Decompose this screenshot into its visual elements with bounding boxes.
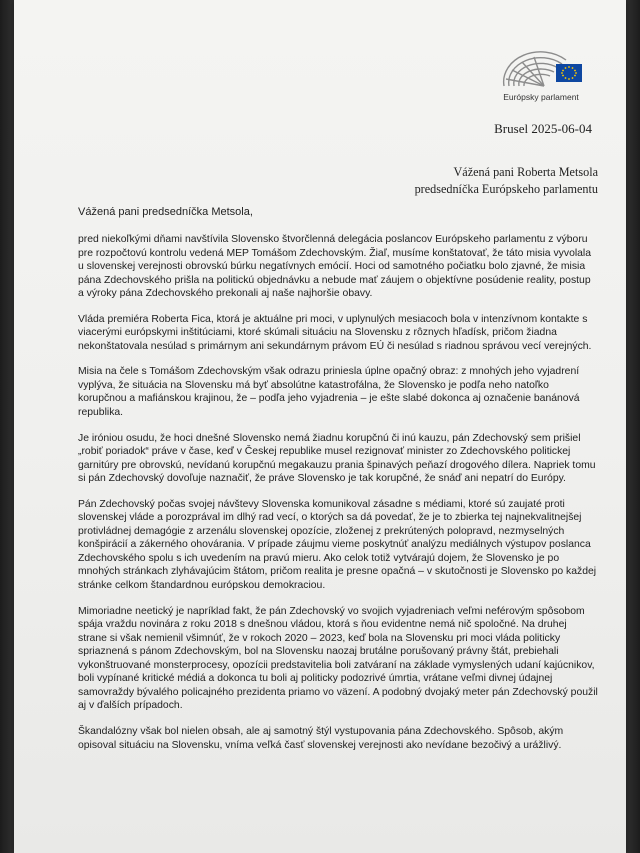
paragraph-2: Vláda premiéra Roberta Fica, ktorá je aktuálne pri moci, v uplynulých mesiacoch bola v intenzívnom kontakte s viacerými európskymi inštitúciami, ktoré skúmali situáciu na Slovensku z rôznych hľadísk, pričom žiadna nekonštatovala nesúlad s primárnym ani sekundárnym právom EÚ či nesúlad s riadnou správou vecí verejných. (78, 313, 592, 352)
recipient-title: predsedníčka Európskeho parlamentu (414, 182, 598, 196)
paragraph-3: Misia na čele s Tomášom Zdechovským však odrazu priniesla úplne opačný obraz: z mnohých jeho vyjadrení vyplýva, že situácia na Slovensku má byť absolútne katastrofálna, že Slovensko je podľa neho natoľko korupčnou a mafiánskou krajinou, že – podľa jeho vyjadrenia – je ešte slabé dokonca aj označenie banánová republika. (78, 366, 580, 419)
paragraph-7: Škandalózny však bol nielen obsah, ale aj samotný štýl vystupovania pána Zdechovského. Spôsob, akým opisoval situáciu na Slovensku, vníma veľká časť slovenskej verejnosti ako nevídane bezočivý a urážlivý. (78, 725, 564, 751)
european-parliament-logo (486, 46, 596, 106)
paragraph-6: Mimoriadne neetický je napríklad fakt, že pán Zdechovský vo svojich vyjadreniach veľmi neférovým spôsobom spája vraždu novinára z roku 2018 s dnešnou vládou, ktorá s ňou evidentne nemá nič spoločné. Na druhej strane si však nemienil všimnúť, že v rokoch 2020 – 2023, keď bola na Slovensku pri moci vláda politicky spriaznená s pánom Zdechovským, bol na Slovensku naozaj brutálne porušovaný právny štát, prebiehali vykonštruované monsterprocesy, opozícii predstavitelia boli zatváraní na základe vymyslených udaní kajúcnikov, boli vypínané kritické médiá a dokonca tu boli aj politicky podozrivé úmrtia, vrátane veľmi divnej údajnej samovraždy bývalého policajného prezidenta priamo vo väzení. A podobný dvojaký meter pán Zdechovský použil aj v ďalších prípadoch. (78, 605, 598, 712)
salutation: Vážená pani predsedníčka Metsola, (78, 206, 253, 218)
recipient-block (415, 164, 598, 198)
paragraph-5: Pán Zdechovský počas svojej návštevy Slovenska komunikoval zásadne s médiami, ktoré sú zaujaté proti slovenskej vláde a porozprával im dlhý rad vecí, o ktorých sa dá povedať, že je to zbierka tej najnekvalitnejšej protivládnej demagógie z arzenálu slovenskej opozície, zloženej z prekrútených polopravd, nezmyselných konšpirácií a zákerného ohovárania. V prípade záujmu vieme poskytnúť analýzu mediálnych výstupov poslanca Zdechovského spolu s ich uvedením na pravú mieru. Ako celok totiž vytvárajú dojem, že Slovensko je po mnohých stránkach zlyhávajúcim štátom, pričom realita je presne opačná – v skutočnosti je Slovensko po každej stránke celkom štandardnou európskou demokraciou. (78, 498, 597, 592)
letter-page (14, 0, 626, 853)
letter-body (78, 233, 598, 764)
letter-date: Brusel 2025-06-04 (494, 121, 592, 136)
recipient-name: Vážená pani Roberta Metsola (453, 165, 598, 179)
paragraph-4: Je iróniou osudu, že hoci dnešné Slovensko nemá žiadnu korupčnú či inú kauzu, pán Zdechovský sem prišiel „robiť poriadok“ práve v čase, keď v Českej republike musel rezignovať minister zo Zdechovského politickej garnitúry pre obrovskú, nevídanú korupčnú megakauzu prania špinavých peňazí drogového dílera. Napriek tomu si pán Zdechovský dovoľuje naznačiť, že práve Slovensko je tak korupčné, že snáď ani nepatrí do Európy. (78, 432, 596, 485)
logo-caption: Európsky parlament (503, 92, 579, 102)
parliament-emblem-icon (500, 46, 582, 90)
paragraph-1: pred niekoľkými dňami navštívila Slovensko štvorčlenná delegácia poslancov Európskeho parlamentu z výboru pre rozpočtovú kontrolu vedená MEP Tomášom Zdechovským. Žiaľ, musíme konštatovať, že táto misia vyvolala u slovenskej verejnosti obrovskú búrku negatívnych emócií. Hoci od samotného počiatku bolo zjavné, že misia pána Zdechovského prišla na politickú objednávku a nebude mať záujem o objektívne posúdenie reality, postup a výroky pána Zdechovského prekonali aj naše najhoršie obavy. (78, 234, 592, 300)
